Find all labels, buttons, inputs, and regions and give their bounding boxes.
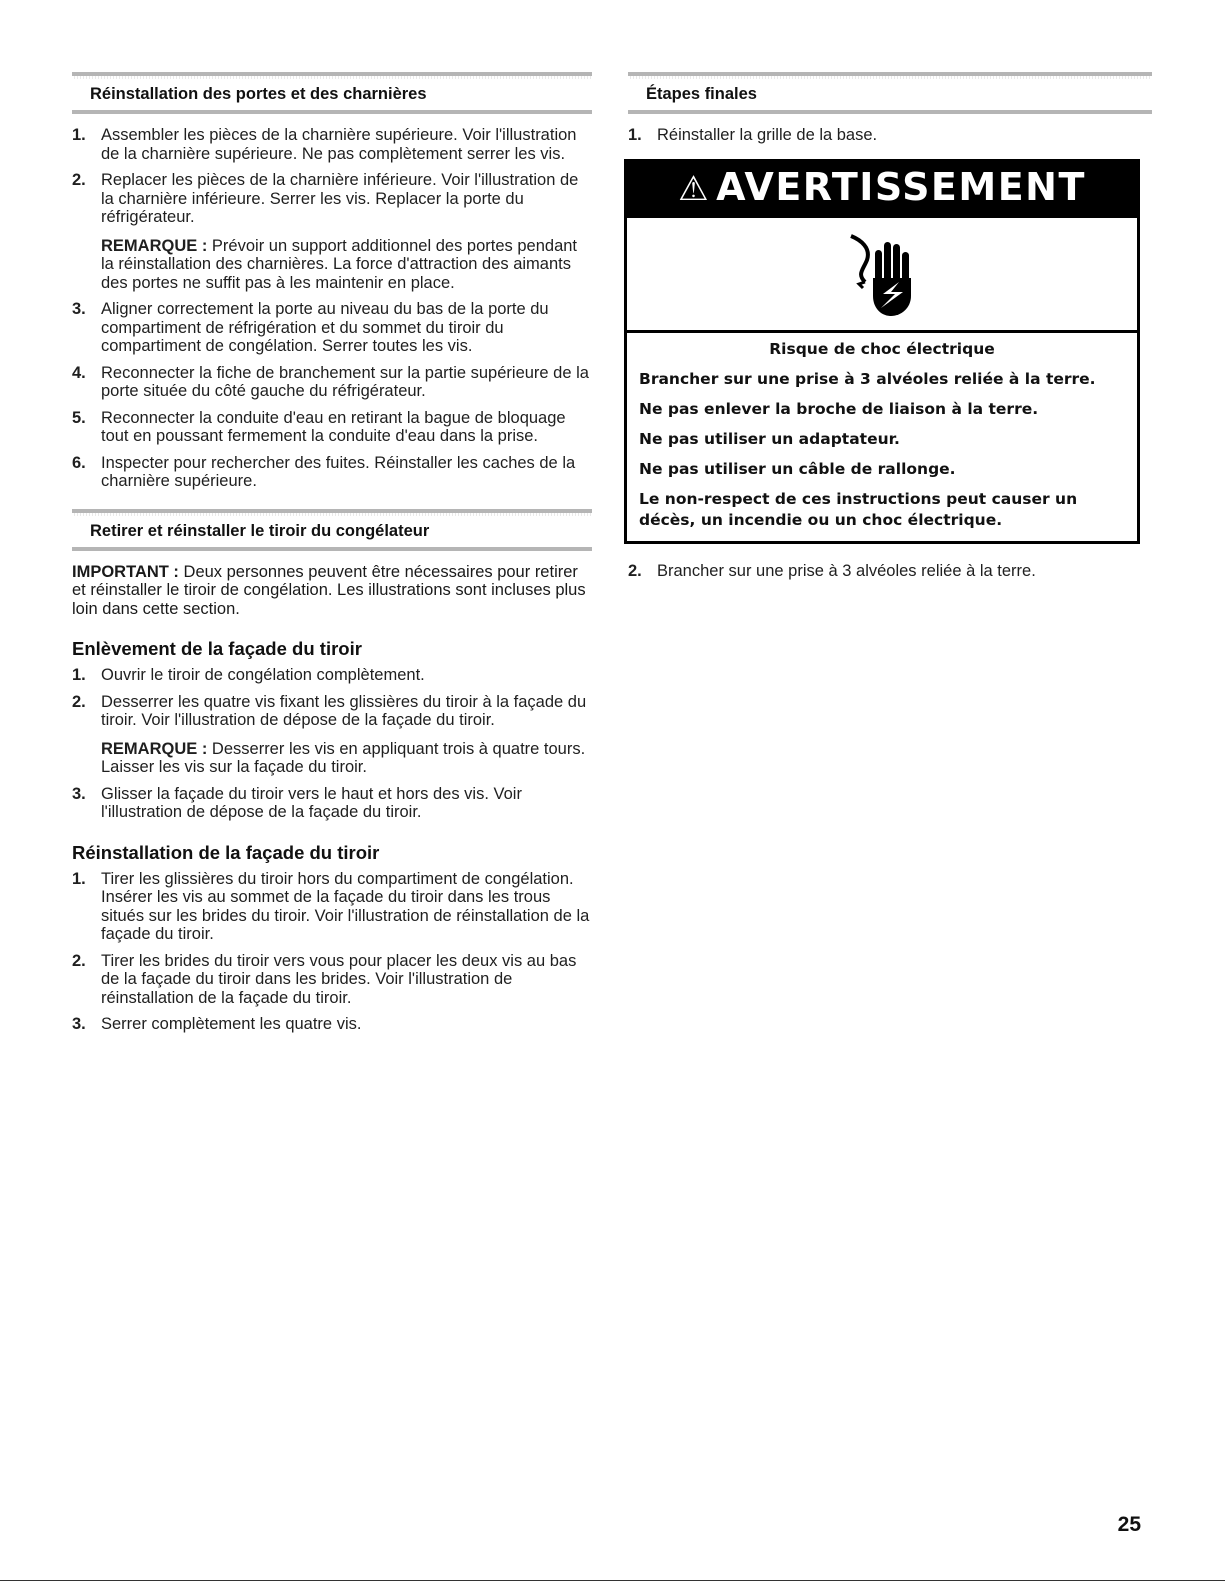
door-reinstall-steps [72,126,592,491]
list-item: 4. Reconnecter la fiche de branchement sur la partie supérieure de la porte située du côté gauche du réfrigérateur. [72,363,589,400]
list-item: 1. Réinstaller la grille de la base. [628,126,878,144]
note: REMARQUE : Prévoir un support additionnel des portes pendant la réinstallation des charnières. La force d'attraction des aimants des portes ne suffit pas à les maintenir en place. [101,236,578,292]
list-item: 6. Inspecter pour rechercher des fuites. Réinstaller les caches de la charnière supérieure. [72,453,576,490]
final-steps-list [628,126,1152,145]
final-steps-list-continued [628,562,1152,581]
warning-line: Ne pas utiliser un adaptateur. [639,429,900,448]
list-item: 1. Tirer les glissières du tiroir hors du compartiment de congélation. Insérer les vis au sommet de la façade du tiroir dans les trous situés sur les brides du tiroir. Voir l'illustration de réinstallation de la façade du tiroir. [72,869,590,943]
warning-line: Ne pas enlever la broche de liaison à la terre. [639,399,1039,418]
list-item: 1. Assembler les pièces de la charnière supérieure. Voir l'illustration de la charnière supérieure. Ne pas complètement serrer les vis. [72,126,577,163]
warning-title: Risque de choc électrique [769,339,995,358]
warning-header: ⚠ AVERTISSEMENT [627,162,1137,218]
drawer-reinstall-steps [72,870,592,1034]
list-item: 5. Reconnecter la conduite d'eau en retirant la bague de bloquage tout en poussant fermement la conduite d'eau dans la prise. [72,408,566,445]
warning-line: Brancher sur une prise à 3 alvéoles reliée à la terre. [639,369,1096,388]
left-column [72,72,592,1042]
warning-line: Le non-respect de ces instructions peut causer un décès, un incendie ou un choc électrique. [639,489,1078,529]
warning-line: Ne pas utiliser un câble de rallonge. [639,459,956,478]
warning-triangle-icon: ⚠ [678,168,711,209]
subheading-drawer-removal: Enlèvement de la façade du tiroir [72,638,362,659]
list-item: 1. Ouvrir le tiroir de congélation complètement. [72,666,425,684]
list-item: 2. Replacer les pièces de la charnière inférieure. Voir l'illustration de la charnière inférieure. Serrer les vis. Replacer la porte du réfrigérateur. REMARQUE : Prévoir un support additionnel des portes pendant la réinstallation des charnières. La force d'attraction des aimants des portes ne suffit pas à les maintenir en place. [72,171,592,292]
list-item: 2. Tirer les brides du tiroir vers vous pour placer les deux vis au bas de la façade du tiroir dans les brides. Voir l'illustration de réinstallation de la façade du tiroir. [72,951,577,1007]
warning-box [624,159,1140,544]
electric-shock-hand-icon [627,218,1137,333]
list-item: 2. Desserrer les quatre vis fixant les glissières du tiroir à la façade du tiroir. Voir l'illustration de dépose de la façade du tiroir. REMARQUE : Desserrer les vis en appliquant trois à quatre tours. Laisser les vis sur la façade du tiroir. [72,693,592,777]
page-number: 25 [1117,1513,1141,1536]
bottom-rule [0,1580,1225,1581]
important-paragraph: IMPORTANT : Deux personnes peuvent être nécessaires pour retirer et réinstaller le tiroir de congélation. Les illustrations sont incluses plus loin dans cette section. [72,562,586,618]
drawer-removal-steps [72,666,592,822]
warning-body [627,333,1137,541]
section-header-freezer-drawer: Retirer et réinstaller le tiroir du congélateur [72,509,592,551]
list-item: 3. Aligner correctement la porte au niveau du bas de la porte du compartiment de réfrigération et du sommet du tiroir du compartiment de congélation. Serrer toutes les vis. [72,300,549,355]
list-item: 3. Serrer complètement les quatre vis. [72,1015,362,1033]
section-header-door-reinstall: Réinstallation des portes et des charnières [72,72,592,114]
list-item: 2. Brancher sur une prise à 3 alvéoles reliée à la terre. [628,561,1036,580]
note: REMARQUE : Desserrer les vis en appliquant trois à quatre tours. Laisser les vis sur la façade du tiroir. [101,739,586,776]
section-header-final-steps: Étapes finales [628,72,1152,114]
subheading-drawer-reinstall: Réinstallation de la façade du tiroir [72,841,380,863]
right-column [628,72,1152,588]
list-item: 3. Glisser la façade du tiroir vers le haut et hors des vis. Voir l'illustration de dépose de la façade du tiroir. [72,784,522,821]
